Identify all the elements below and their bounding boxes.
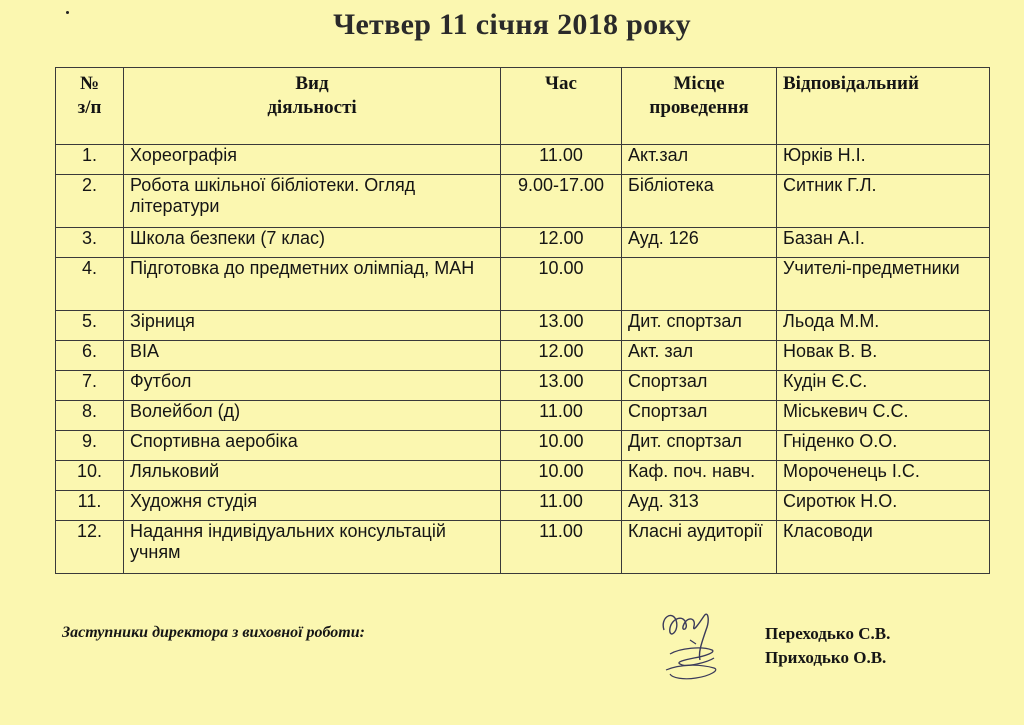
row-responsible: Сиротюк Н.О. bbox=[777, 491, 990, 521]
row-place: Акт.зал bbox=[622, 145, 777, 175]
row-place: Спортзал bbox=[622, 371, 777, 401]
row-number: 5. bbox=[56, 311, 124, 341]
row-place: Дит. спортзал bbox=[622, 311, 777, 341]
header-activity-line2: діяльності bbox=[267, 97, 357, 118]
header-activity bbox=[124, 68, 501, 145]
page-title: Четвер 11 січня 2018 року bbox=[333, 8, 691, 41]
table-row bbox=[56, 461, 990, 491]
row-activity: Ляльковий bbox=[124, 461, 501, 491]
row-responsible: Юрків Н.І. bbox=[777, 145, 990, 175]
row-activity: Підготовка до предметних олімпіад, МАН bbox=[124, 258, 501, 311]
footer-names bbox=[765, 622, 890, 670]
row-time: 10.00 bbox=[501, 258, 622, 311]
table-row bbox=[56, 521, 990, 574]
header-place-line1: Місце bbox=[673, 73, 725, 94]
row-place: Дит. спортзал bbox=[622, 431, 777, 461]
row-responsible: Мороченець І.С. bbox=[777, 461, 990, 491]
table-row bbox=[56, 341, 990, 371]
row-activity: Надання індивідуальних консультацій учням bbox=[124, 521, 501, 574]
row-activity: Спортивна аеробіка bbox=[124, 431, 501, 461]
footer-name-2: Приходько О.В. bbox=[765, 648, 887, 667]
row-activity: ВІА bbox=[124, 341, 501, 371]
row-activity: Волейбол (д) bbox=[124, 401, 501, 431]
table-row bbox=[56, 145, 990, 175]
schedule-table bbox=[55, 67, 990, 574]
row-place: Ауд. 313 bbox=[622, 491, 777, 521]
table-row bbox=[56, 311, 990, 341]
table-header-row bbox=[56, 68, 990, 145]
row-responsible: Учителі-предметники bbox=[777, 258, 990, 311]
table-row bbox=[56, 175, 990, 228]
footer-name-1: Переходько С.В. bbox=[765, 624, 891, 643]
header-time: Час bbox=[501, 68, 622, 145]
row-number: 9. bbox=[56, 431, 124, 461]
row-time: 11.00 bbox=[501, 401, 622, 431]
row-responsible: Базан А.І. bbox=[777, 228, 990, 258]
row-place: Спортзал bbox=[622, 401, 777, 431]
table-row bbox=[56, 431, 990, 461]
row-place: Ауд. 126 bbox=[622, 228, 777, 258]
table-row bbox=[56, 371, 990, 401]
row-activity: Художня студія bbox=[124, 491, 501, 521]
row-time: 12.00 bbox=[501, 341, 622, 371]
signature-image bbox=[650, 600, 730, 690]
header-responsible: Відповідальний bbox=[777, 68, 990, 145]
row-responsible: Новак В. В. bbox=[777, 341, 990, 371]
header-number bbox=[56, 68, 124, 145]
row-responsible: Гніденко О.О. bbox=[777, 431, 990, 461]
row-place: Класні аудиторії bbox=[622, 521, 777, 574]
row-number: 11. bbox=[56, 491, 124, 521]
row-number: 3. bbox=[56, 228, 124, 258]
row-time: 11.00 bbox=[501, 491, 622, 521]
table-row bbox=[56, 401, 990, 431]
table-row bbox=[56, 228, 990, 258]
row-time: 12.00 bbox=[501, 228, 622, 258]
row-number: 7. bbox=[56, 371, 124, 401]
row-time: 11.00 bbox=[501, 521, 622, 574]
row-time: 13.00 bbox=[501, 311, 622, 341]
row-time: 13.00 bbox=[501, 371, 622, 401]
row-number: 10. bbox=[56, 461, 124, 491]
row-time: 10.00 bbox=[501, 461, 622, 491]
row-time: 10.00 bbox=[501, 431, 622, 461]
header-activity-line1: Вид bbox=[295, 73, 329, 94]
row-time: 9.00-17.00 bbox=[501, 175, 622, 228]
table-row bbox=[56, 258, 990, 311]
row-time: 11.00 bbox=[501, 145, 622, 175]
row-responsible: Кудін Є.С. bbox=[777, 371, 990, 401]
header-place-line2: проведення bbox=[649, 97, 749, 118]
row-place: Каф. поч. навч. bbox=[622, 461, 777, 491]
row-activity: Зірниця bbox=[124, 311, 501, 341]
row-responsible: Класоводи bbox=[777, 521, 990, 574]
row-number: 1. bbox=[56, 145, 124, 175]
row-number: 6. bbox=[56, 341, 124, 371]
row-activity: Футбол bbox=[124, 371, 501, 401]
row-activity: Хореографія bbox=[124, 145, 501, 175]
header-place bbox=[622, 68, 777, 145]
row-activity: Школа безпеки (7 клас) bbox=[124, 228, 501, 258]
row-number: 8. bbox=[56, 401, 124, 431]
row-responsible: Льода М.М. bbox=[777, 311, 990, 341]
header-number-sign: № bbox=[79, 73, 100, 94]
row-place bbox=[622, 258, 777, 311]
row-responsible: Міськевич С.С. bbox=[777, 401, 990, 431]
row-place: Бібліотека bbox=[622, 175, 777, 228]
row-activity: Робота шкільної бібліотеки. Огляд літератури bbox=[124, 175, 501, 228]
table-row bbox=[56, 491, 990, 521]
row-responsible: Ситник Г.Л. bbox=[777, 175, 990, 228]
footer-label: Заступники директора з виховної роботи: bbox=[62, 624, 365, 641]
row-place: Акт. зал bbox=[622, 341, 777, 371]
row-number: 12. bbox=[56, 521, 124, 574]
row-number: 4. bbox=[56, 258, 124, 311]
row-number: 2. bbox=[56, 175, 124, 228]
header-number-abbr: з/п bbox=[77, 97, 102, 118]
